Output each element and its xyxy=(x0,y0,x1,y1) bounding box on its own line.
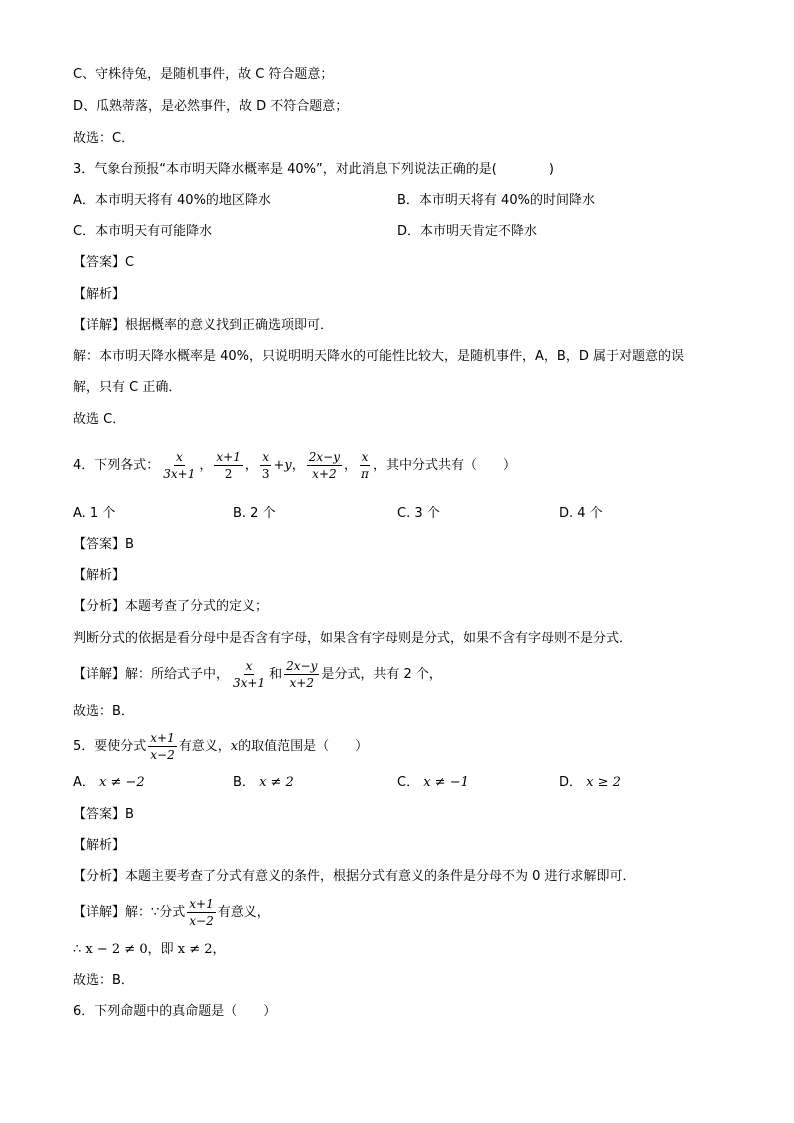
q3-option-d: D．本市明天肯定不降水 xyxy=(397,224,538,239)
q6-stem: 6．下列命题中的真命题是（ ） xyxy=(73,1004,277,1019)
q4-prefix: 4．下列各式： xyxy=(73,458,160,473)
q5-detail-fraction: $\frac{x+1}{x-2}$ xyxy=(189,897,214,928)
q5-analysis-heading: 【解析】 xyxy=(73,838,126,853)
prev-choice: 故选：C． xyxy=(73,131,135,146)
q4-suffix: ，其中分式共有（ ） xyxy=(372,458,516,473)
q3-analysis-heading: 【解析】 xyxy=(73,287,126,302)
prev-option-d: D、瓜熟蒂落，是必然事件，故 D 不符合题意； xyxy=(73,99,349,114)
q4-analysis: 【分析】本题考查了分式的定义； xyxy=(73,599,269,614)
q5-fraction: $\frac{x+1}{x-2}$ xyxy=(150,731,175,762)
q4-fraction-4: $\frac{2x-y}{x+2}$ xyxy=(308,450,341,481)
q4-fraction-3: $\frac{x}{3}$ xyxy=(261,450,270,481)
q3-choice: 故选 C． xyxy=(73,412,126,427)
q4-option-b: B. 2 个 xyxy=(233,506,276,521)
q3-solution-line1: 解：本市明天降水概率是 40%，只说明明天降水的可能性比较大，是随机事件，A，B，D 属于对题意的误 xyxy=(73,349,684,364)
q5-choice: 故选：B． xyxy=(73,973,134,988)
q5-therefore: ∴ x − 2 ≠ 0，即 x ≠ 2， xyxy=(73,942,226,957)
q3-stem: 3．气象台预报“本市明天降水概率是 40%”，对此消息下列说法正确的是( ) xyxy=(73,162,554,177)
q4-choice: 故选：B． xyxy=(73,704,134,719)
q4-answer: 【答案】B xyxy=(73,537,134,552)
q5-analysis: 【分析】本题主要考查了分式有意义的条件，根据分式有意义的条件是分母不为 0 进行求解即可． xyxy=(73,869,636,884)
q4-detail-fraction-1: $\frac{x}{3x+1}$ xyxy=(233,659,266,690)
q4-fraction-2: $\frac{x+1}{2}$ xyxy=(216,450,241,481)
q4-detail: 【详解】解：所给式子中， $\frac{x}{3x+1}$ 和 $\frac{2x-y}{x+2}$ 是分式，共有 2 个， xyxy=(73,659,442,690)
q5-stem: 5．要使分式 $\frac{x+1}{x-2}$ 有意义，x的取值范围是（ ） xyxy=(73,731,369,762)
q5-option-a: A． x ≠ −2 xyxy=(73,775,145,790)
q3-option-a: A．本市明天将有 40%的地区降水 xyxy=(73,193,271,208)
q4-option-a: A. 1 个 xyxy=(73,506,116,521)
q5-detail: 【详解】解：∵分式 $\frac{x+1}{x-2}$ 有意义， xyxy=(73,897,270,928)
q4-fraction-3-rest: +y xyxy=(273,458,292,473)
q3-answer: 【答案】C xyxy=(73,255,135,270)
q5-option-b: B． x ≠ 2 xyxy=(233,775,294,790)
q5-answer: 【答案】B xyxy=(73,807,134,822)
q5-option-d: D． x ≥ 2 xyxy=(559,775,621,790)
q5-option-c: C． x ≠ −1 xyxy=(397,775,469,790)
q3-option-b: B．本市明天将有 40%的时间降水 xyxy=(397,193,595,208)
q3-solution-line2: 解，只有 C 正确． xyxy=(73,380,182,395)
q4-option-d: D. 4 个 xyxy=(559,506,603,521)
q4-fraction-5: $\frac{x}{\pi}$ xyxy=(361,450,369,481)
q4-rule: 判断分式的依据是看分母中是否含有字母，如果含有字母则是分式，如果不含有字母则不是分式． xyxy=(73,631,633,646)
q4-detail-fraction-2: $\frac{2x-y}{x+2}$ xyxy=(286,659,318,690)
q3-option-c: C．本市明天有可能降水 xyxy=(73,224,213,239)
q4-analysis-heading: 【解析】 xyxy=(73,568,126,583)
prev-option-c: C、守株待兔，是随机事件，故 C 符合题意； xyxy=(73,67,334,82)
q3-detail: 【详解】根据概率的意义找到正确选项即可． xyxy=(73,318,334,333)
q4-fraction-1: $\frac{x}{3x+1}$ xyxy=(163,450,196,481)
q4-option-c: C. 3 个 xyxy=(397,506,440,521)
q4-stem: 4．下列各式： $\frac{x}{3x+1}$ ， $\frac{x+1}{2}$ ， $\frac{x}{3}$ +y， $\frac{2x-y}{x+2}$ ， $\frac{x}{\pi}$ ，其中分式共有（ ） xyxy=(73,450,516,481)
